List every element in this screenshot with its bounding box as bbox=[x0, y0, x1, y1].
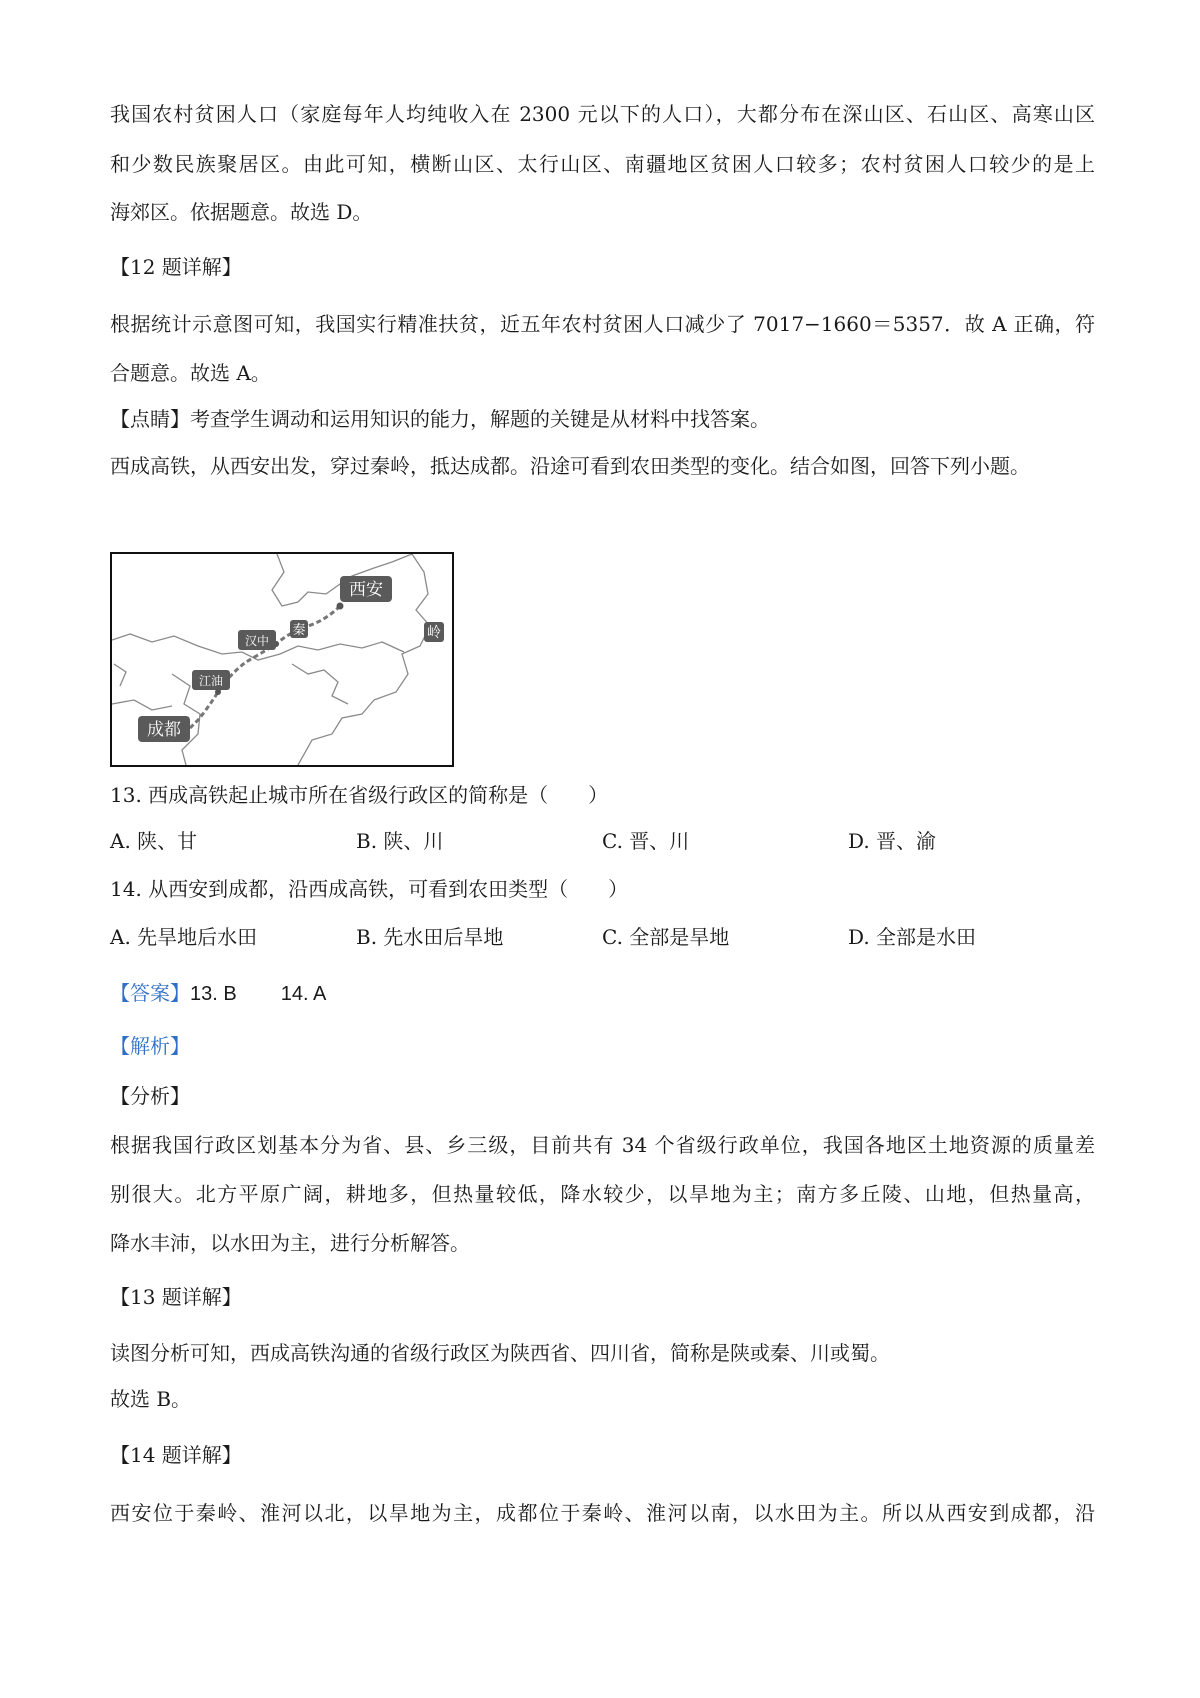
province-border bbox=[298, 700, 374, 765]
q13-option-b: B. 陕、川 bbox=[356, 829, 444, 853]
answer-row bbox=[110, 980, 326, 1007]
intro-line-2: 和少数民族聚居区。由此可知，横断山区、太行山区、南疆地区贫困人口较多；农村贫困人口较少的是上 bbox=[110, 152, 1095, 176]
province-border bbox=[292, 664, 348, 704]
q13detail-line-1: 读图分析可知，西成高铁沟通的省级行政区为陕西省、四川省，简称是陕或秦、川或蜀。 bbox=[110, 1341, 890, 1365]
jiangyou-label: 江油 bbox=[198, 674, 224, 688]
answer-13: 13. B bbox=[190, 983, 237, 1005]
fenxi-line-2: 别很大。北方平原广阔，耕地多，但热量较低，降水较少，以旱地为主；南方多丘陵、山地，但热量高， bbox=[110, 1182, 1095, 1206]
fenxi-line-3: 降水丰沛，以水田为主，进行分析解答。 bbox=[110, 1231, 470, 1255]
q13-stem: 13. 西成高铁起止城市所在省级行政区的简称是（ ） bbox=[110, 783, 609, 807]
answer-14: 14. A bbox=[280, 983, 327, 1005]
intro-line-3: 海郊区。依据题意。故选 D。 bbox=[110, 200, 373, 224]
fenxi-line-1: 根据我国行政区划基本分为省、县、乡三级，目前共有 34 个省级行政单位，我国各地区土地资源的质量差 bbox=[110, 1133, 1095, 1157]
jiexi-heading: 【解析】 bbox=[110, 1034, 190, 1058]
hanzhong-label: 汉中 bbox=[244, 634, 270, 648]
q14-option-a: A. 先旱地后水田 bbox=[110, 925, 258, 949]
q12-line-1: 根据统计示意图可知，我国实行精准扶贫，近五年农村贫困人口减少了 7017−1660＝5357．故 A 正确，符 bbox=[110, 312, 1095, 336]
province-border bbox=[112, 700, 172, 710]
dianjing-note: 【点睛】考查学生调动和运用知识的能力，解题的关键是从材料中找答案。 bbox=[110, 407, 770, 431]
q14detail-line-1: 西安位于秦岭、淮河以北，以旱地为主，成都位于秦岭、淮河以南，以水田为主。所以从西安到成都，沿 bbox=[110, 1501, 1095, 1525]
q13-option-c: C. 晋、川 bbox=[602, 829, 690, 853]
ling-label: 岭 bbox=[427, 625, 441, 641]
q14-option-b: B. 先水田后旱地 bbox=[356, 925, 504, 949]
province-border bbox=[374, 554, 430, 700]
province-border bbox=[114, 664, 126, 686]
chengdu-label: 成都 bbox=[147, 720, 181, 740]
q14-option-c: C. 全部是旱地 bbox=[602, 925, 730, 949]
q14-stem: 14. 从西安到成都，沿西成高铁，可看到农田类型（ ） bbox=[110, 877, 629, 901]
intro-line-1: 我国农村贫困人口（家庭每年人均纯收入在 2300 元以下的人口），大都分布在深山区、石山区、高寒山区 bbox=[110, 102, 1095, 126]
qin-label: 秦 bbox=[292, 623, 306, 638]
xian-station-icon bbox=[337, 603, 344, 610]
answer-tag: 【答案】 bbox=[110, 981, 190, 1005]
q12-line-2: 合题意。故选 A。 bbox=[110, 361, 271, 385]
railway-map-svg bbox=[112, 554, 452, 765]
q13detail-line-2: 故选 B。 bbox=[110, 1387, 192, 1411]
fenxi-heading: 【分析】 bbox=[110, 1084, 190, 1108]
q13-option-d: D. 晋、渝 bbox=[848, 829, 937, 853]
q12-heading: 【12 题详解】 bbox=[110, 255, 242, 279]
q13detail-heading: 【13 题详解】 bbox=[110, 1285, 242, 1309]
q13-option-a: A. 陕、甘 bbox=[110, 829, 198, 853]
q14detail-heading: 【14 题详解】 bbox=[110, 1443, 242, 1467]
xian-label: 西安 bbox=[349, 580, 383, 600]
railway-map bbox=[110, 552, 454, 767]
question-stem: 西成高铁，从西安出发，穿过秦岭，抵达成都。沿途可看到农田类型的变化。结合如图，回答下列小题。 bbox=[110, 454, 1030, 478]
q14-option-d: D. 全部是水田 bbox=[848, 925, 977, 949]
